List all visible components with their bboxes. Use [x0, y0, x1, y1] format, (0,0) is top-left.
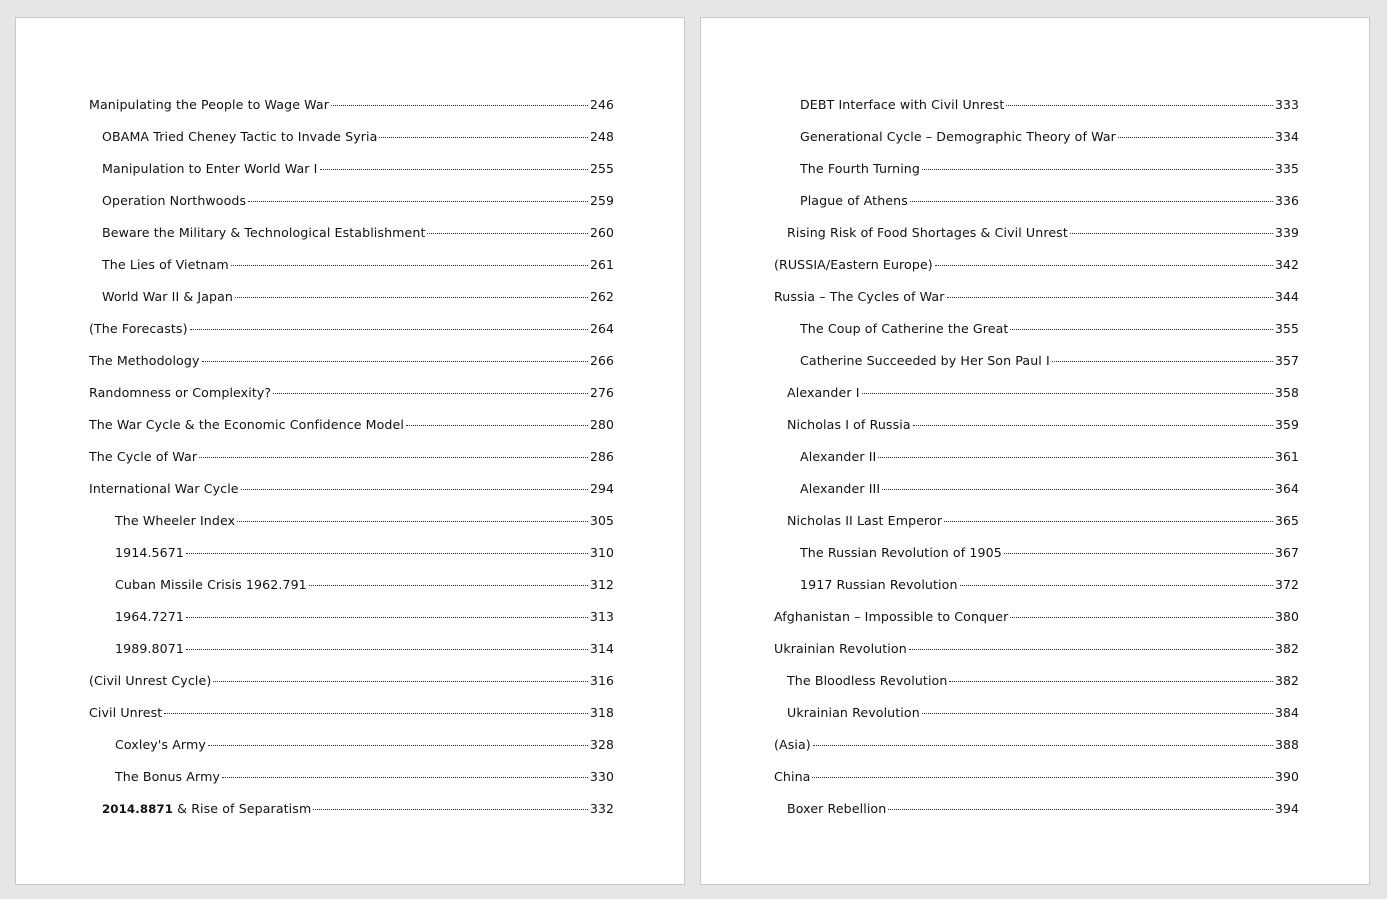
- toc-page-number[interactable]: 364: [1275, 481, 1299, 496]
- toc-dot-leader: [922, 712, 1273, 714]
- toc-entry-title[interactable]: [800, 449, 876, 464]
- toc-entry-title[interactable]: [89, 705, 162, 720]
- toc-entry-title-text: Ukrainian Revolution: [774, 641, 907, 656]
- toc-entry-title-text: (RUSSIA/Eastern Europe): [774, 257, 933, 272]
- toc-page-number[interactable]: 314: [590, 641, 614, 656]
- toc-entry[interactable]: [89, 737, 614, 769]
- toc-dot-leader: [1010, 616, 1273, 618]
- toc-entry-title-text: Generational Cycle – Demographic Theory of War: [800, 129, 1116, 144]
- toc-page-number[interactable]: 310: [590, 545, 614, 560]
- toc-entry-title[interactable]: [102, 161, 318, 176]
- toc-entry-title[interactable]: [115, 577, 307, 592]
- toc-entry-title-text: Manipulating the People to Wage War: [89, 97, 329, 112]
- toc-dot-leader: [235, 296, 588, 298]
- toc-entry[interactable]: [89, 641, 614, 673]
- toc-dot-leader: [888, 808, 1273, 810]
- toc-page-number[interactable]: 328: [590, 737, 614, 752]
- toc-page-number[interactable]: 261: [590, 257, 614, 272]
- toc-entry-title[interactable]: [800, 577, 958, 592]
- toc-entry-title-text: (The Forecasts): [89, 321, 188, 336]
- toc-dot-leader: [331, 104, 588, 106]
- toc-page-number[interactable]: 361: [1275, 449, 1299, 464]
- toc-entry-title[interactable]: [787, 513, 942, 528]
- toc-entry-title[interactable]: [774, 641, 907, 656]
- toc-page-number[interactable]: 355: [1275, 321, 1299, 336]
- toc-dot-leader: [231, 264, 588, 266]
- toc-dot-leader: [320, 168, 589, 170]
- toc-entry-title-text: Afghanistan – Impossible to Conquer: [774, 609, 1009, 624]
- toc-entry[interactable]: [89, 705, 614, 737]
- toc-entry-title-text: 1917 Russian Revolution: [800, 577, 958, 592]
- toc-dot-leader: [862, 392, 1274, 394]
- toc-entry-title[interactable]: [102, 257, 229, 272]
- toc-page-number[interactable]: 316: [590, 673, 614, 688]
- toc-entry-title[interactable]: [787, 705, 920, 720]
- toc-dot-leader: [202, 360, 589, 362]
- toc-entry-title-text: The Russian Revolution of 1905: [800, 545, 1002, 560]
- toc-entry-title[interactable]: [115, 737, 206, 752]
- toc-page-number[interactable]: 339: [1275, 225, 1299, 240]
- toc-page-number[interactable]: 312: [590, 577, 614, 592]
- toc-dot-leader: [222, 776, 588, 778]
- toc-dot-leader: [1004, 552, 1273, 554]
- document-page-left: [15, 17, 685, 885]
- toc-entry-title[interactable]: [800, 97, 1004, 112]
- toc-entry-title-text: 1989.8071: [115, 641, 185, 656]
- toc-entry-title-text: Russia – The Cycles of War: [774, 289, 945, 304]
- toc-entry[interactable]: [89, 673, 614, 705]
- toc-entry[interactable]: [89, 385, 614, 417]
- toc-page-number[interactable]: 390: [1275, 769, 1299, 784]
- toc-entry[interactable]: [774, 545, 1299, 577]
- toc-entry-title-text: Alexander II: [800, 449, 877, 464]
- toc-dot-leader: [427, 232, 588, 234]
- document-page-right: [700, 17, 1370, 885]
- toc-page-number[interactable]: 294: [590, 481, 614, 496]
- toc-entry-title-text: Nicholas I of Russia: [787, 417, 911, 432]
- toc-entry[interactable]: [89, 225, 614, 257]
- table-of-contents: [89, 97, 614, 833]
- toc-entry[interactable]: [774, 225, 1299, 257]
- toc-entry-title-text: The Bonus Army: [115, 769, 220, 784]
- toc-page-number[interactable]: 382: [1275, 641, 1299, 656]
- toc-dot-leader: [190, 328, 588, 330]
- toc-page-number[interactable]: 394: [1275, 801, 1299, 816]
- toc-entry-title[interactable]: [800, 161, 920, 176]
- toc-entry[interactable]: [89, 129, 614, 161]
- toc-entry-title[interactable]: [800, 193, 908, 208]
- toc-entry-title-text: The War Cycle & the Economic Confidence Model: [89, 417, 404, 432]
- toc-entry-title[interactable]: [102, 289, 233, 304]
- toc-page-number[interactable]: 365: [1275, 513, 1299, 528]
- toc-entry[interactable]: [89, 353, 614, 385]
- toc-dot-leader: [947, 296, 1274, 298]
- toc-page-number[interactable]: 382: [1275, 673, 1299, 688]
- toc-entry-title[interactable]: [102, 801, 311, 816]
- toc-entry-title-text: The Bloodless Revolution: [787, 673, 948, 688]
- toc-entry-title[interactable]: [89, 321, 188, 336]
- toc-dot-leader: [935, 264, 1273, 266]
- toc-entry-title-text: Operation Northwoods: [102, 193, 247, 208]
- toc-entry-title-text: & Rise of Separatism: [173, 801, 312, 816]
- toc-dot-leader: [944, 520, 1273, 522]
- toc-entry-title[interactable]: [102, 225, 425, 240]
- toc-entry[interactable]: [774, 801, 1299, 833]
- toc-dot-leader: [1118, 136, 1273, 138]
- toc-entry-title[interactable]: [787, 673, 947, 688]
- toc-entry-title-text: Alexander III: [800, 481, 881, 496]
- toc-entry[interactable]: [89, 481, 614, 513]
- toc-page-number[interactable]: 264: [590, 321, 614, 336]
- toc-page-number[interactable]: 262: [590, 289, 614, 304]
- toc-dot-leader: [237, 520, 588, 522]
- toc-entry[interactable]: [89, 193, 614, 225]
- toc-dot-leader: [406, 424, 588, 426]
- toc-dot-leader: [960, 584, 1274, 586]
- toc-page-number[interactable]: 248: [590, 129, 614, 144]
- toc-dot-leader: [1070, 232, 1273, 234]
- toc-entry-title-text: 1964.7271: [115, 609, 185, 624]
- toc-page-number[interactable]: 260: [590, 225, 614, 240]
- toc-dot-leader: [379, 136, 588, 138]
- toc-page-number[interactable]: 357: [1275, 353, 1299, 368]
- toc-entry-title-text: China: [774, 769, 811, 784]
- toc-entry-title[interactable]: [800, 129, 1116, 144]
- toc-dot-leader: [1006, 104, 1273, 106]
- toc-entry[interactable]: [89, 769, 614, 801]
- toc-entry[interactable]: [774, 449, 1299, 481]
- toc-page-number[interactable]: 388: [1275, 737, 1299, 752]
- toc-entry-title[interactable]: [787, 385, 860, 400]
- toc-entry-title-text: Boxer Rebellion: [787, 801, 887, 816]
- toc-dot-leader: [909, 648, 1273, 650]
- toc-entry[interactable]: [89, 513, 614, 545]
- toc-page-number[interactable]: 333: [1275, 97, 1299, 112]
- toc-entry-title-text: International War Cycle: [89, 481, 239, 496]
- toc-entry-title-text: Cuban Missile Crisis 1962.791: [115, 577, 307, 592]
- toc-dot-leader: [199, 456, 588, 458]
- toc-dot-leader: [208, 744, 588, 746]
- toc-dot-leader: [186, 552, 588, 554]
- toc-entry-title-text: Rising Risk of Food Shortages & Civil Unrest: [787, 225, 1068, 240]
- toc-page-number[interactable]: 359: [1275, 417, 1299, 432]
- toc-entry[interactable]: [774, 577, 1299, 609]
- toc-entry[interactable]: [774, 289, 1299, 321]
- toc-entry-title[interactable]: [800, 481, 880, 496]
- toc-entry-title[interactable]: [89, 673, 211, 688]
- toc-entry[interactable]: [774, 481, 1299, 513]
- toc-entry-title[interactable]: [774, 769, 810, 784]
- toc-entry[interactable]: [774, 129, 1299, 161]
- toc-entry-title[interactable]: [800, 353, 1050, 368]
- toc-page-number[interactable]: 344: [1275, 289, 1299, 304]
- toc-entry-title-text: Catherine Succeeded by Her Son Paul I: [800, 353, 1050, 368]
- toc-entry-title-text: The Wheeler Index: [115, 513, 236, 528]
- toc-entry[interactable]: [774, 161, 1299, 193]
- toc-entry-title[interactable]: [774, 609, 1008, 624]
- toc-entry-title[interactable]: [89, 385, 271, 400]
- toc-dot-leader: [164, 712, 588, 714]
- toc-entry-title-text: Randomness or Complexity?: [89, 385, 272, 400]
- toc-entry-title-bold: 2014.8871: [102, 802, 174, 816]
- toc-entry[interactable]: [89, 577, 614, 609]
- toc-entry-title-text: The Cycle of War: [89, 449, 198, 464]
- toc-entry-title-text: The Fourth Turning: [800, 161, 920, 176]
- toc-entry[interactable]: [89, 97, 614, 129]
- toc-entry-title-text: Civil Unrest: [89, 705, 163, 720]
- toc-page-number[interactable]: 358: [1275, 385, 1299, 400]
- toc-entry-title[interactable]: [787, 225, 1068, 240]
- toc-entry[interactable]: [774, 609, 1299, 641]
- toc-entry[interactable]: [89, 289, 614, 321]
- toc-entry-title[interactable]: [89, 97, 329, 112]
- toc-entry-title[interactable]: [800, 545, 1002, 560]
- toc-entry[interactable]: [774, 97, 1299, 129]
- toc-entry-title-text: (Civil Unrest Cycle): [89, 673, 212, 688]
- toc-entry-title-text: World War II & Japan: [102, 289, 234, 304]
- toc-dot-leader: [913, 424, 1273, 426]
- toc-dot-leader: [273, 392, 588, 394]
- toc-entry[interactable]: [774, 641, 1299, 673]
- toc-entry[interactable]: [89, 545, 614, 577]
- toc-entry-title-text: (Asia): [774, 737, 811, 752]
- toc-dot-leader: [910, 200, 1273, 202]
- toc-entry-title-text: OBAMA Tried Cheney Tactic to Invade Syria: [102, 129, 378, 144]
- toc-entry-title-text: The Lies of Vietnam: [102, 257, 229, 272]
- toc-page-number[interactable]: 336: [1275, 193, 1299, 208]
- toc-entry-title-text: 1914.5671: [115, 545, 185, 560]
- toc-dot-leader: [922, 168, 1273, 170]
- toc-dot-leader: [309, 584, 588, 586]
- toc-entry[interactable]: [89, 449, 614, 481]
- toc-dot-leader: [1010, 328, 1273, 330]
- toc-entry[interactable]: [89, 801, 614, 833]
- toc-entry-title-text: Coxley's Army: [115, 737, 206, 752]
- toc-page-number[interactable]: 246: [590, 97, 614, 112]
- table-of-contents: [774, 97, 1299, 833]
- toc-entry-title[interactable]: [89, 417, 404, 432]
- toc-entry-title-text: Nicholas II Last Emperor: [787, 513, 943, 528]
- toc-entry-title[interactable]: [89, 353, 200, 368]
- toc-entry[interactable]: [774, 513, 1299, 545]
- toc-dot-leader: [812, 776, 1273, 778]
- toc-entry-title-text: DEBT Interface with Civil Unrest: [800, 97, 1005, 112]
- toc-page-number[interactable]: 334: [1275, 129, 1299, 144]
- toc-entry[interactable]: [89, 257, 614, 289]
- toc-page-number[interactable]: 332: [590, 801, 614, 816]
- toc-page-number[interactable]: 286: [590, 449, 614, 464]
- toc-entry-title[interactable]: [774, 289, 945, 304]
- toc-page-number[interactable]: 330: [590, 769, 614, 784]
- toc-page-number[interactable]: 318: [590, 705, 614, 720]
- toc-entry-title[interactable]: [115, 641, 184, 656]
- toc-entry-title-text: Alexander I: [787, 385, 860, 400]
- toc-entry[interactable]: [774, 353, 1299, 385]
- toc-entry[interactable]: [89, 417, 614, 449]
- toc-dot-leader: [949, 680, 1273, 682]
- toc-entry[interactable]: [774, 737, 1299, 769]
- toc-entry-title[interactable]: [102, 129, 377, 144]
- toc-dot-leader: [248, 200, 588, 202]
- toc-page-number[interactable]: 335: [1275, 161, 1299, 176]
- toc-dot-leader: [186, 616, 588, 618]
- toc-entry-title[interactable]: [115, 609, 184, 624]
- toc-entry[interactable]: [89, 161, 614, 193]
- toc-entry-title-text: The Methodology: [89, 353, 200, 368]
- toc-page-number[interactable]: 255: [590, 161, 614, 176]
- toc-entry[interactable]: [774, 193, 1299, 225]
- toc-entry[interactable]: [89, 609, 614, 641]
- toc-entry[interactable]: [774, 769, 1299, 801]
- toc-entry-title[interactable]: [115, 513, 235, 528]
- toc-dot-leader: [213, 680, 588, 682]
- toc-entry[interactable]: [774, 705, 1299, 737]
- toc-entry-title[interactable]: [787, 801, 886, 816]
- toc-page-number[interactable]: 313: [590, 609, 614, 624]
- toc-entry[interactable]: [89, 321, 614, 353]
- toc-dot-leader: [241, 488, 588, 490]
- toc-page-number[interactable]: 259: [590, 193, 614, 208]
- toc-entry-title[interactable]: [102, 193, 246, 208]
- toc-entry-title[interactable]: [774, 737, 811, 752]
- toc-entry-title[interactable]: [89, 481, 239, 496]
- toc-page-number[interactable]: 276: [590, 385, 614, 400]
- toc-entry[interactable]: [774, 321, 1299, 353]
- toc-entry[interactable]: [774, 385, 1299, 417]
- toc-entry-title-text: Ukrainian Revolution: [787, 705, 920, 720]
- toc-page-number[interactable]: 342: [1275, 257, 1299, 272]
- toc-dot-leader: [878, 456, 1273, 458]
- toc-entry-title-text: Manipulation to Enter World War I: [102, 161, 318, 176]
- toc-entry[interactable]: [774, 673, 1299, 705]
- toc-dot-leader: [186, 648, 588, 650]
- toc-dot-leader: [813, 744, 1273, 746]
- toc-entry[interactable]: [774, 417, 1299, 449]
- toc-page-number[interactable]: 367: [1275, 545, 1299, 560]
- toc-entry-title[interactable]: [89, 449, 197, 464]
- toc-entry-title-text: Plague of Athens: [800, 193, 908, 208]
- toc-page-number[interactable]: 266: [590, 353, 614, 368]
- toc-entry-title[interactable]: [800, 321, 1008, 336]
- toc-page-number[interactable]: 384: [1275, 705, 1299, 720]
- toc-page-number[interactable]: 280: [590, 417, 614, 432]
- toc-entry-title-text: Beware the Military & Technological Establishment: [102, 225, 426, 240]
- toc-page-number[interactable]: 305: [590, 513, 614, 528]
- toc-dot-leader: [1052, 360, 1273, 362]
- toc-entry-title-text: The Coup of Catherine the Great: [800, 321, 1009, 336]
- toc-entry-title[interactable]: [115, 545, 184, 560]
- toc-dot-leader: [313, 808, 588, 810]
- toc-entry-title[interactable]: [115, 769, 220, 784]
- toc-page-number[interactable]: 372: [1275, 577, 1299, 592]
- toc-entry-title[interactable]: [787, 417, 911, 432]
- toc-entry[interactable]: [774, 257, 1299, 289]
- toc-dot-leader: [882, 488, 1273, 490]
- toc-entry-title[interactable]: [774, 257, 933, 272]
- toc-page-number[interactable]: 380: [1275, 609, 1299, 624]
